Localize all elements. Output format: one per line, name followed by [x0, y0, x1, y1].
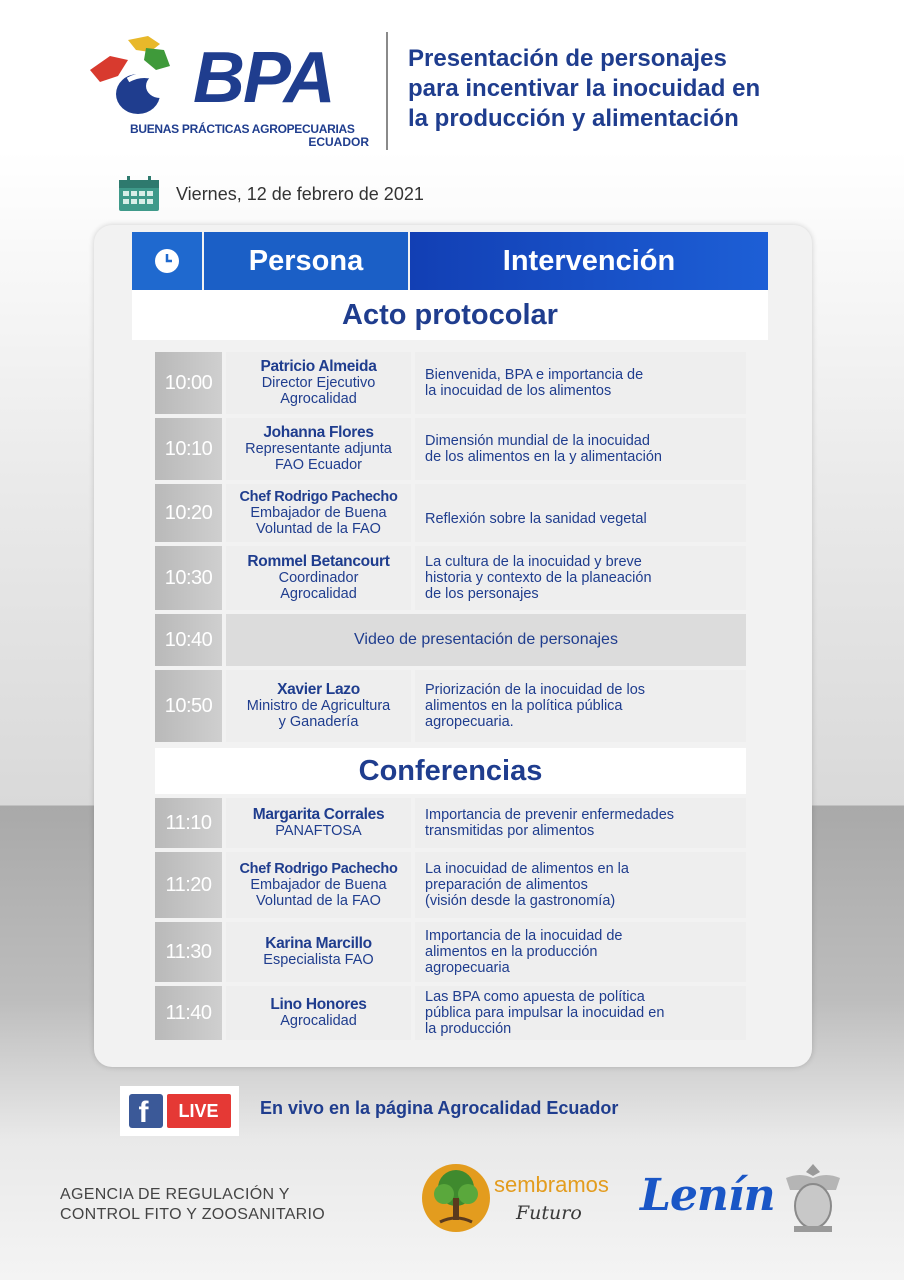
- desc-line: pública para impulsar la inocuidad en: [425, 1005, 665, 1021]
- row-time: 11:40: [155, 986, 222, 1040]
- clock-icon: [153, 247, 181, 275]
- person-role: FAO Ecuador: [274, 457, 363, 473]
- table-row: [155, 352, 746, 414]
- row-description: [415, 670, 746, 742]
- person-name: Chef Rodrigo Pachecho: [239, 489, 398, 505]
- facebook-letter: f: [138, 1096, 149, 1129]
- logo-country: ECUADOR: [308, 135, 369, 149]
- person-role: Voluntad de la FAO: [256, 893, 381, 909]
- row-person: [226, 484, 411, 542]
- desc-line: agropecuaria: [425, 960, 510, 976]
- facebook-icon: [129, 1094, 163, 1128]
- desc-line: de los personajes: [425, 586, 539, 602]
- row-description: [415, 798, 746, 848]
- row-description: [415, 484, 746, 542]
- person-name: Karina Marcillo: [265, 935, 372, 952]
- desc-line: transmitidas por alimentos: [425, 823, 595, 839]
- row-person: [226, 986, 411, 1040]
- table-row: [155, 798, 746, 848]
- desc-line: preparación de alimentos: [425, 877, 588, 893]
- futuro-text: Futuro: [516, 1202, 582, 1224]
- row-time: 11:20: [155, 852, 222, 918]
- live-stream-text: En vivo en la página Agrocalidad Ecuador: [260, 1098, 619, 1118]
- desc-line: historia y contexto de la planeación: [425, 570, 652, 586]
- person-name: Chef Rodrigo Pachecho: [239, 861, 398, 877]
- row-person: [226, 852, 411, 918]
- desc-line: alimentos en la política pública: [425, 698, 623, 714]
- title-line-1: Presentación de personajes: [408, 45, 727, 72]
- person-name: Xavier Lazo: [277, 681, 360, 698]
- desc-line: (visión desde la gastronomía): [425, 893, 616, 909]
- table-row: [155, 922, 746, 982]
- sembramos-text: sembramos: [494, 1172, 609, 1197]
- title-line-3: la producción y alimentación: [408, 105, 739, 132]
- table-row: [155, 852, 746, 918]
- person-role: Representante adjunta: [245, 441, 392, 457]
- desc-line: alimentos en la producción: [425, 944, 598, 960]
- desc-line: la inocuidad de los alimentos: [425, 383, 612, 399]
- sembramos-futuro-logo: [420, 1160, 630, 1236]
- desc-line: Bienvenida, BPA e importancia de: [425, 367, 644, 383]
- row-description: [415, 852, 746, 918]
- person-role: Especialista FAO: [263, 952, 374, 968]
- desc-line: Dimensión mundial de la inocuidad: [425, 433, 650, 449]
- row-time: 10:50: [155, 670, 222, 742]
- person-role: Agrocalidad: [280, 391, 357, 407]
- desc-line: Importancia de prevenir enfermedades: [425, 807, 675, 823]
- lenin-logo: Lenín: [640, 1170, 775, 1221]
- row-person: [226, 546, 411, 610]
- row-time: 10:00: [155, 352, 222, 414]
- desc-line: de los alimentos en la y alimentación: [425, 449, 662, 465]
- row-time: 10:10: [155, 418, 222, 480]
- facebook-live-badge[interactable]: [120, 1086, 239, 1136]
- clock-header-cell: [132, 232, 202, 290]
- row-time: 10:40: [155, 614, 222, 666]
- person-role: Ministro de Agricultura: [246, 698, 391, 714]
- header-persona: Persona: [204, 232, 408, 290]
- header-divider: [386, 32, 388, 150]
- section-acto-protocolar: Acto protocolar: [132, 290, 768, 340]
- section-conferencias: Conferencias: [155, 748, 746, 794]
- row-description: [415, 352, 746, 414]
- bpa-logo: [88, 30, 373, 150]
- page-title: [408, 44, 878, 134]
- table-row: [155, 670, 746, 742]
- person-name: Lino Honores: [270, 996, 367, 1013]
- row-time: 11:10: [155, 798, 222, 848]
- agency-name: [60, 1185, 325, 1225]
- person-role: Director Ejecutivo: [261, 375, 376, 391]
- row-description: [415, 922, 746, 982]
- row-description: [415, 986, 746, 1040]
- table-row: [155, 418, 746, 480]
- person-name: Patricio Almeida: [260, 358, 377, 375]
- ecuador-coat-of-arms-icon: [780, 1160, 846, 1236]
- person-role: PANAFTOSA: [275, 823, 362, 839]
- title-line-2: para incentivar la inocuidad en: [408, 75, 761, 102]
- live-label: LIVE: [167, 1094, 231, 1128]
- event-date: Viernes, 12 de febrero de 2021: [176, 184, 424, 204]
- person-role: y Ganadería: [278, 714, 359, 730]
- row-video-presentation: Video de presentación de personajes: [226, 614, 746, 666]
- row-person: [226, 670, 411, 742]
- person-name: Johanna Flores: [263, 424, 374, 441]
- logo-subtitle: BUENAS PRÁCTICAS AGROPECUARIAS: [130, 122, 355, 136]
- row-description: [415, 418, 746, 480]
- person-role: Agrocalidad: [280, 1013, 357, 1029]
- calendar-icon: [118, 176, 160, 212]
- table-row: [155, 986, 746, 1040]
- header-intervencion: Intervención: [410, 232, 768, 290]
- person-name: Margarita Corrales: [252, 806, 385, 823]
- table-row: [155, 484, 746, 542]
- person-role: Voluntad de la FAO: [256, 521, 381, 537]
- agency-line: CONTROL FITO Y ZOOSANITARIO: [60, 1206, 326, 1223]
- row-person: [226, 922, 411, 982]
- row-person: [226, 352, 411, 414]
- row-person: [226, 418, 411, 480]
- desc-line: Las BPA como apuesta de política: [425, 989, 645, 1005]
- table-row: [155, 614, 746, 666]
- desc-line: La inocuidad de alimentos en la: [425, 861, 629, 877]
- person-name: Rommel Betancourt: [247, 553, 390, 570]
- row-description: [415, 546, 746, 610]
- row-person: [226, 798, 411, 848]
- person-role: Coordinador: [278, 570, 359, 586]
- logo-bpa-text: BPA: [193, 38, 334, 118]
- person-role: Agrocalidad: [280, 586, 357, 602]
- desc-line: Reflexión sobre la sanidad vegetal: [425, 511, 647, 527]
- animal-logo-icon: [88, 30, 198, 130]
- person-role: Embajador de Buena: [250, 877, 387, 893]
- desc-line: Priorización de la inocuidad de los: [425, 682, 646, 698]
- row-time: 10:30: [155, 546, 222, 610]
- table-row: [155, 546, 746, 610]
- person-role: Embajador de Buena: [250, 505, 387, 521]
- agency-line: AGENCIA DE REGULACIÓN Y: [60, 1186, 290, 1203]
- tree-icon: [420, 1160, 492, 1236]
- desc-line: Importancia de la inocuidad de: [425, 928, 623, 944]
- table-header: [132, 232, 768, 290]
- desc-line: agropecuaria.: [425, 714, 514, 730]
- desc-line: La cultura de la inocuidad y breve: [425, 554, 642, 570]
- row-time: 11:30: [155, 922, 222, 982]
- desc-line: la producción: [425, 1021, 512, 1037]
- row-time: 10:20: [155, 484, 222, 542]
